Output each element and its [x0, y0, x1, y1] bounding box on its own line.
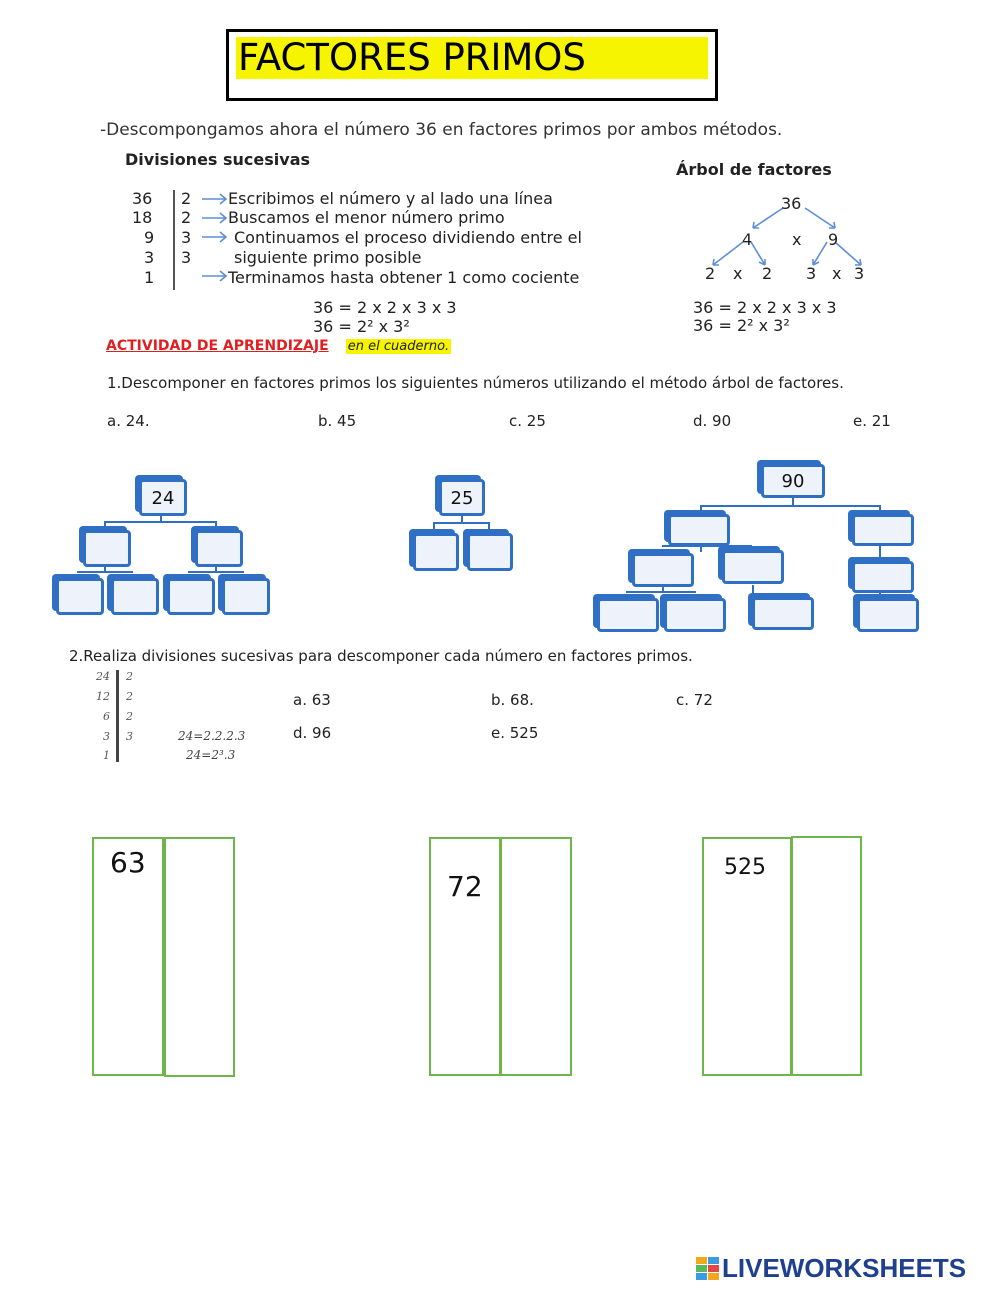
tree-90-answer-box[interactable]	[632, 553, 694, 587]
example-equation: 24=2.2.2.3	[178, 729, 246, 743]
tree-25-answer-box[interactable]	[467, 533, 513, 571]
div-row-note: siguiente primo posible	[234, 248, 422, 267]
q1-item-a: a. 24.	[107, 412, 150, 430]
tree-90-answer-box[interactable]	[597, 598, 659, 632]
example-divisor: 2	[126, 690, 133, 703]
example-number: 24	[96, 670, 110, 683]
div-row-number: 3	[144, 248, 155, 267]
tree-24-answer-box[interactable]	[195, 530, 243, 567]
tree-24-answer-box[interactable]	[222, 578, 270, 615]
tree-90-answer-box[interactable]	[852, 514, 914, 546]
tree-times: x	[733, 264, 743, 283]
example-number: 6	[103, 710, 110, 723]
div-row-number: 36	[132, 189, 153, 208]
tree-node-right: 9	[828, 230, 839, 249]
arrow-right-icon	[202, 271, 226, 281]
tree-leaf: 2	[762, 264, 773, 283]
tree-24-answer-box[interactable]	[167, 578, 215, 615]
tree-times: x	[792, 230, 802, 249]
div-row-number: 9	[144, 228, 155, 247]
tree-90-answer-box[interactable]	[752, 597, 814, 630]
tree-result-2: 36 = 2² x 3²	[693, 316, 790, 335]
question-2: 2.Realiza divisiones sucesivas para descomponer cada número en factores primos.	[69, 647, 693, 665]
actividad-suffix: en el cuaderno.	[347, 339, 450, 354]
arrow-right-icon	[202, 232, 226, 242]
div-row-note: Escribimos el número y al lado una línea	[228, 189, 553, 208]
division-right-column[interactable]	[791, 836, 862, 1076]
division-right-column[interactable]	[500, 837, 572, 1076]
divisiones-heading: Divisiones sucesivas	[125, 150, 311, 169]
tree-90-root: 90	[761, 464, 825, 498]
division-box-number: 525	[724, 855, 766, 880]
division-box-number: 63	[110, 846, 146, 879]
q2-item-d: d. 96	[293, 724, 332, 742]
div-row-number: 18	[132, 208, 153, 227]
tree-90-answer-box[interactable]	[668, 514, 730, 546]
tree-leaf: 3	[806, 264, 817, 283]
brand-name: LIVEWORKSHEETS	[722, 1253, 967, 1283]
tree-25-answer-box[interactable]	[413, 533, 459, 571]
tree-leaf: 3	[854, 264, 865, 283]
arrow-icons	[198, 190, 232, 285]
tree-node-left: 4	[742, 230, 753, 249]
q2-item-a: a. 63	[293, 691, 331, 709]
division-line	[173, 190, 175, 290]
page-title: FACTORES PRIMOS	[238, 36, 586, 79]
arrow-right-icon	[202, 194, 226, 204]
example-number: 3	[103, 730, 110, 743]
tree-90-answer-box[interactable]	[852, 561, 914, 593]
example-divisor: 3	[126, 730, 133, 743]
question-1: 1.Descomponer en factores primos los siguientes números utilizando el método árbol de factores.	[107, 374, 844, 392]
example-division-line	[116, 670, 119, 762]
division-right-column[interactable]	[164, 837, 235, 1077]
example-equation: 24=2³.3	[186, 748, 236, 762]
tree-24-answer-box[interactable]	[111, 578, 159, 615]
tree-25-root: 25	[439, 479, 485, 516]
tree-24-answer-box[interactable]	[83, 530, 131, 567]
tree-90-answer-box[interactable]	[664, 598, 726, 632]
arbol-heading: Árbol de factores	[676, 160, 832, 179]
example-divisor: 2	[126, 710, 133, 723]
div-row-divisor: 3	[181, 248, 192, 267]
division-box-number: 72	[447, 870, 483, 903]
div-row-note: Continuamos el proceso dividiendo entre el	[234, 228, 582, 247]
actividad-label: ACTIVIDAD DE APRENDIZAJE	[106, 339, 329, 354]
div-row-number: 1	[144, 268, 155, 287]
q1-item-d: d. 90	[693, 412, 732, 430]
tree-root: 36	[781, 194, 802, 213]
tree-24-answer-box[interactable]	[56, 578, 104, 615]
example-divisor: 2	[126, 670, 133, 683]
tree-90-answer-box[interactable]	[722, 550, 784, 584]
div-row-divisor: 3	[181, 228, 192, 247]
example-number: 12	[96, 690, 110, 703]
q2-item-b: b. 68.	[491, 691, 534, 709]
tree-90-answer-box[interactable]	[857, 598, 919, 632]
div-result-1: 36 = 2 x 2 x 3 x 3	[313, 298, 457, 317]
q2-item-e: e. 525	[491, 724, 539, 742]
tree-result-1: 36 = 2 x 2 x 3 x 3	[693, 298, 837, 317]
arrow-right-icon	[202, 213, 226, 223]
liveworksheets-icon	[696, 1256, 720, 1282]
intro-text: -Descompongamos ahora el número 36 en factores primos por ambos métodos.	[100, 120, 783, 140]
tree-times: x	[832, 264, 842, 283]
div-row-divisor: 2	[181, 189, 192, 208]
tree-leaf: 2	[705, 264, 716, 283]
q1-item-b: b. 45	[318, 412, 357, 430]
q1-item-c: c. 25	[509, 412, 546, 430]
div-row-note: Terminamos hasta obtener 1 como cociente	[228, 268, 580, 287]
actividad-banner	[106, 339, 451, 355]
liveworksheets-logo	[696, 1253, 966, 1284]
div-result-2: 36 = 2² x 3²	[313, 317, 410, 336]
div-row-note: Buscamos el menor número primo	[228, 208, 505, 227]
tree-24-root: 24	[139, 479, 187, 516]
q1-item-e: e. 21	[853, 412, 891, 430]
div-row-divisor: 2	[181, 208, 192, 227]
example-number: 1	[103, 749, 110, 762]
q2-item-c: c. 72	[676, 691, 713, 709]
